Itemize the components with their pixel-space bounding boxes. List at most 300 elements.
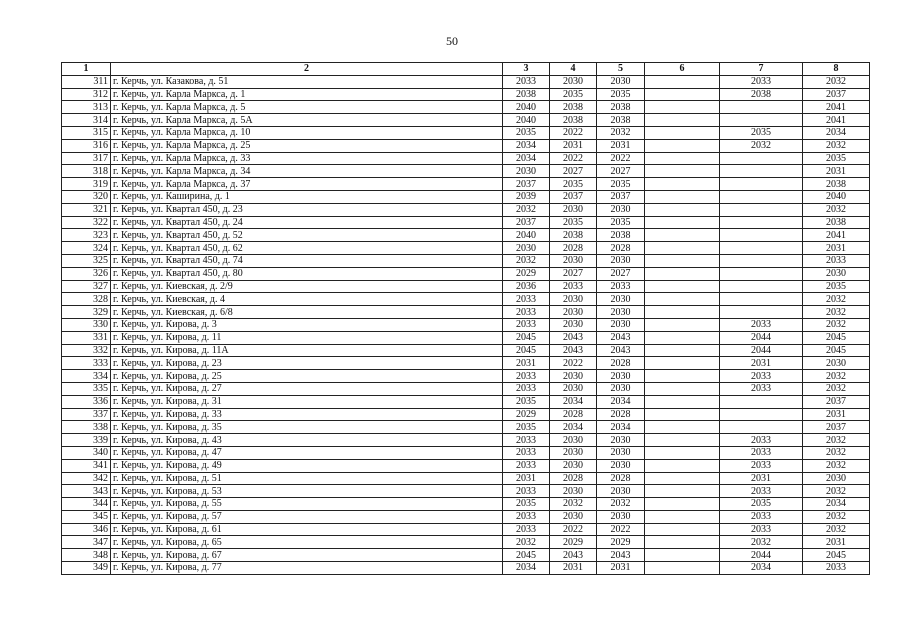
year-col-8-cell: 2032	[803, 485, 870, 498]
year-col-8-cell: 2032	[803, 306, 870, 319]
table-row	[62, 178, 870, 191]
table-row	[62, 357, 870, 370]
row-number-cell: 347	[62, 536, 111, 549]
year-col-3-cell: 2033	[503, 382, 550, 395]
year-col-3-cell: 2040	[503, 101, 550, 114]
address-cell: г. Керчь, ул. Киевская, д. 2/9	[111, 280, 503, 293]
year-col-6-cell	[645, 216, 720, 229]
row-number-cell: 317	[62, 152, 111, 165]
column-header: 5	[597, 63, 645, 76]
year-col-4-cell: 2031	[550, 139, 597, 152]
year-col-5-cell: 2038	[597, 229, 645, 242]
year-col-6-cell	[645, 152, 720, 165]
year-col-4-cell: 2028	[550, 472, 597, 485]
year-col-8-cell: 2045	[803, 549, 870, 562]
year-col-8-cell: 2031	[803, 536, 870, 549]
year-col-3-cell: 2033	[503, 293, 550, 306]
year-col-5-cell: 2029	[597, 536, 645, 549]
year-col-4-cell: 2043	[550, 549, 597, 562]
year-col-6-cell	[645, 267, 720, 280]
year-col-5-cell: 2037	[597, 190, 645, 203]
year-col-5-cell: 2035	[597, 178, 645, 191]
address-cell: г. Керчь, ул. Кирова, д. 67	[111, 549, 503, 562]
year-col-4-cell: 2030	[550, 306, 597, 319]
year-col-5-cell: 2028	[597, 472, 645, 485]
year-col-7-cell	[720, 421, 803, 434]
address-cell: г. Керчь, ул. Карла Маркса, д. 5	[111, 101, 503, 114]
year-col-6-cell	[645, 434, 720, 447]
year-col-6-cell	[645, 395, 720, 408]
page-number: 50	[446, 34, 458, 48]
year-col-4-cell: 2030	[550, 203, 597, 216]
table-row	[62, 114, 870, 127]
table-row	[62, 562, 870, 575]
year-col-3-cell: 2037	[503, 178, 550, 191]
table-row	[62, 434, 870, 447]
year-col-4-cell: 2038	[550, 114, 597, 127]
year-col-7-cell	[720, 114, 803, 127]
year-col-6-cell	[645, 421, 720, 434]
address-cell: г. Керчь, ул. Карла Маркса, д. 1	[111, 88, 503, 101]
year-col-7-cell	[720, 280, 803, 293]
year-col-6-cell	[645, 510, 720, 523]
year-col-5-cell: 2030	[597, 254, 645, 267]
year-col-3-cell: 2029	[503, 408, 550, 421]
year-col-6-cell	[645, 523, 720, 536]
year-col-7-cell: 2033	[720, 370, 803, 383]
year-col-6-cell	[645, 536, 720, 549]
year-col-8-cell: 2041	[803, 114, 870, 127]
year-col-5-cell: 2028	[597, 357, 645, 370]
table-row	[62, 549, 870, 562]
year-col-5-cell: 2030	[597, 510, 645, 523]
row-number-cell: 346	[62, 523, 111, 536]
table-row	[62, 472, 870, 485]
year-col-3-cell: 2033	[503, 459, 550, 472]
year-col-4-cell: 2022	[550, 357, 597, 370]
address-cell: г. Керчь, ул. Кирова, д. 3	[111, 318, 503, 331]
year-col-7-cell	[720, 408, 803, 421]
table-row	[62, 408, 870, 421]
year-col-4-cell: 2035	[550, 88, 597, 101]
year-col-6-cell	[645, 280, 720, 293]
address-cell: г. Керчь, ул. Кирова, д. 23	[111, 357, 503, 370]
year-col-8-cell: 2032	[803, 75, 870, 88]
address-cell: г. Керчь, ул. Квартал 450, д. 62	[111, 242, 503, 255]
year-col-4-cell: 2027	[550, 267, 597, 280]
row-number-cell: 339	[62, 434, 111, 447]
address-cell: г. Керчь, ул. Кирова, д. 35	[111, 421, 503, 434]
table-row	[62, 421, 870, 434]
year-col-7-cell	[720, 203, 803, 216]
year-col-8-cell: 2030	[803, 357, 870, 370]
year-col-7-cell	[720, 152, 803, 165]
year-col-3-cell: 2036	[503, 280, 550, 293]
year-col-7-cell: 2033	[720, 485, 803, 498]
year-col-5-cell: 2027	[597, 267, 645, 280]
year-col-4-cell: 2034	[550, 395, 597, 408]
year-col-3-cell: 2035	[503, 421, 550, 434]
year-col-6-cell	[645, 254, 720, 267]
year-col-8-cell: 2031	[803, 165, 870, 178]
year-col-7-cell	[720, 242, 803, 255]
year-col-8-cell: 2037	[803, 88, 870, 101]
year-col-7-cell: 2031	[720, 357, 803, 370]
year-col-8-cell: 2041	[803, 229, 870, 242]
column-header: 2	[111, 63, 503, 76]
address-cell: г. Керчь, ул. Кирова, д. 27	[111, 382, 503, 395]
year-col-7-cell: 2034	[720, 562, 803, 575]
address-cell: г. Керчь, ул. Квартал 450, д. 52	[111, 229, 503, 242]
year-col-7-cell: 2044	[720, 331, 803, 344]
year-col-5-cell: 2030	[597, 485, 645, 498]
year-col-4-cell: 2034	[550, 421, 597, 434]
row-number-cell: 332	[62, 344, 111, 357]
year-col-3-cell: 2029	[503, 267, 550, 280]
address-cell: г. Керчь, ул. Кирова, д. 47	[111, 446, 503, 459]
year-col-3-cell: 2030	[503, 242, 550, 255]
row-number-cell: 321	[62, 203, 111, 216]
column-header: 8	[803, 63, 870, 76]
address-cell: г. Керчь, ул. Казакова, д. 51	[111, 75, 503, 88]
year-col-7-cell	[720, 306, 803, 319]
year-col-7-cell: 2033	[720, 510, 803, 523]
year-col-6-cell	[645, 446, 720, 459]
year-col-8-cell: 2033	[803, 562, 870, 575]
address-cell: г. Керчь, ул. Карла Маркса, д. 34	[111, 165, 503, 178]
address-cell: г. Керчь, ул. Квартал 450, д. 74	[111, 254, 503, 267]
year-col-4-cell: 2033	[550, 280, 597, 293]
year-col-8-cell: 2032	[803, 523, 870, 536]
year-col-8-cell: 2038	[803, 216, 870, 229]
row-number-cell: 325	[62, 254, 111, 267]
address-cell: г. Керчь, ул. Карла Маркса, д. 5А	[111, 114, 503, 127]
year-col-7-cell: 2035	[720, 126, 803, 139]
year-col-6-cell	[645, 293, 720, 306]
address-cell: г. Керчь, ул. Кирова, д. 11А	[111, 344, 503, 357]
year-col-3-cell: 2032	[503, 536, 550, 549]
year-col-5-cell: 2028	[597, 408, 645, 421]
year-col-6-cell	[645, 88, 720, 101]
table-row	[62, 267, 870, 280]
year-col-7-cell: 2044	[720, 549, 803, 562]
year-col-3-cell: 2045	[503, 331, 550, 344]
address-cell: г. Керчь, ул. Квартал 450, д. 24	[111, 216, 503, 229]
year-col-4-cell: 2030	[550, 254, 597, 267]
year-col-3-cell: 2033	[503, 434, 550, 447]
address-cell: г. Керчь, ул. Кирова, д. 31	[111, 395, 503, 408]
table-row	[62, 498, 870, 511]
address-cell: г. Керчь, ул. Киевская, д. 4	[111, 293, 503, 306]
row-number-cell: 333	[62, 357, 111, 370]
year-col-7-cell: 2044	[720, 344, 803, 357]
header-row	[62, 63, 870, 76]
year-col-3-cell: 2033	[503, 510, 550, 523]
year-col-5-cell: 2030	[597, 318, 645, 331]
table-row	[62, 216, 870, 229]
year-col-8-cell: 2038	[803, 178, 870, 191]
year-col-5-cell: 2035	[597, 216, 645, 229]
year-col-5-cell: 2030	[597, 382, 645, 395]
row-number-cell: 335	[62, 382, 111, 395]
row-number-cell: 314	[62, 114, 111, 127]
row-number-cell: 313	[62, 101, 111, 114]
year-col-3-cell: 2033	[503, 523, 550, 536]
year-col-4-cell: 2029	[550, 536, 597, 549]
year-col-7-cell: 2033	[720, 434, 803, 447]
year-col-5-cell: 2022	[597, 523, 645, 536]
year-col-3-cell: 2032	[503, 203, 550, 216]
year-col-6-cell	[645, 114, 720, 127]
year-col-4-cell: 2030	[550, 459, 597, 472]
column-header: 3	[503, 63, 550, 76]
address-cell: г. Керчь, ул. Кирова, д. 65	[111, 536, 503, 549]
year-col-4-cell: 2028	[550, 408, 597, 421]
year-col-3-cell: 2032	[503, 254, 550, 267]
year-col-4-cell: 2035	[550, 178, 597, 191]
row-number-cell: 337	[62, 408, 111, 421]
address-cell: г. Керчь, ул. Кирова, д. 11	[111, 331, 503, 344]
year-col-7-cell: 2033	[720, 446, 803, 459]
year-col-5-cell: 2030	[597, 446, 645, 459]
row-number-cell: 340	[62, 446, 111, 459]
year-col-4-cell: 2038	[550, 229, 597, 242]
table-row	[62, 536, 870, 549]
row-number-cell: 338	[62, 421, 111, 434]
year-col-5-cell: 2027	[597, 165, 645, 178]
row-number-cell: 319	[62, 178, 111, 191]
year-col-7-cell: 2033	[720, 523, 803, 536]
year-col-8-cell: 2032	[803, 510, 870, 523]
year-col-3-cell: 2045	[503, 344, 550, 357]
year-col-4-cell: 2031	[550, 562, 597, 575]
table-row	[62, 152, 870, 165]
address-cell: г. Керчь, ул. Квартал 450, д. 80	[111, 267, 503, 280]
year-col-8-cell: 2035	[803, 152, 870, 165]
year-col-6-cell	[645, 344, 720, 357]
year-col-6-cell	[645, 472, 720, 485]
year-col-6-cell	[645, 331, 720, 344]
year-col-5-cell: 2034	[597, 421, 645, 434]
year-col-3-cell: 2030	[503, 165, 550, 178]
row-number-cell: 329	[62, 306, 111, 319]
year-col-4-cell: 2030	[550, 382, 597, 395]
year-col-5-cell: 2038	[597, 101, 645, 114]
year-col-4-cell: 2037	[550, 190, 597, 203]
year-col-8-cell: 2035	[803, 280, 870, 293]
year-col-4-cell: 2043	[550, 344, 597, 357]
table-row	[62, 254, 870, 267]
year-col-4-cell: 2032	[550, 498, 597, 511]
year-col-4-cell: 2022	[550, 523, 597, 536]
year-col-8-cell: 2037	[803, 395, 870, 408]
year-col-6-cell	[645, 75, 720, 88]
year-col-5-cell: 2028	[597, 242, 645, 255]
year-col-7-cell	[720, 216, 803, 229]
table-row	[62, 344, 870, 357]
year-col-8-cell: 2032	[803, 139, 870, 152]
column-header: 6	[645, 63, 720, 76]
year-col-3-cell: 2035	[503, 395, 550, 408]
year-col-6-cell	[645, 190, 720, 203]
year-col-5-cell: 2031	[597, 562, 645, 575]
year-col-6-cell	[645, 229, 720, 242]
year-col-8-cell: 2031	[803, 408, 870, 421]
year-col-4-cell: 2030	[550, 75, 597, 88]
year-col-6-cell	[645, 498, 720, 511]
year-col-5-cell: 2030	[597, 370, 645, 383]
year-col-3-cell: 2033	[503, 75, 550, 88]
year-col-5-cell: 2035	[597, 88, 645, 101]
address-cell: г. Керчь, ул. Кирова, д. 49	[111, 459, 503, 472]
year-col-8-cell: 2041	[803, 101, 870, 114]
year-col-3-cell: 2033	[503, 446, 550, 459]
table-row	[62, 203, 870, 216]
year-col-8-cell: 2032	[803, 370, 870, 383]
row-number-cell: 344	[62, 498, 111, 511]
year-col-6-cell	[645, 357, 720, 370]
table-row	[62, 165, 870, 178]
year-col-3-cell: 2034	[503, 562, 550, 575]
year-col-4-cell: 2030	[550, 510, 597, 523]
year-col-5-cell: 2030	[597, 203, 645, 216]
year-col-7-cell	[720, 267, 803, 280]
row-number-cell: 326	[62, 267, 111, 280]
year-col-7-cell: 2032	[720, 536, 803, 549]
year-col-8-cell: 2030	[803, 267, 870, 280]
data-table	[61, 62, 870, 575]
year-col-6-cell	[645, 562, 720, 575]
year-col-6-cell	[645, 382, 720, 395]
year-col-7-cell	[720, 293, 803, 306]
year-col-3-cell: 2034	[503, 139, 550, 152]
table-row	[62, 101, 870, 114]
address-cell: г. Керчь, ул. Карла Маркса, д. 10	[111, 126, 503, 139]
row-number-cell: 315	[62, 126, 111, 139]
table-row	[62, 190, 870, 203]
table-row	[62, 88, 870, 101]
table-row	[62, 382, 870, 395]
column-header: 4	[550, 63, 597, 76]
year-col-5-cell: 2030	[597, 306, 645, 319]
address-cell: г. Керчь, ул. Карла Маркса, д. 25	[111, 139, 503, 152]
year-col-6-cell	[645, 306, 720, 319]
year-col-3-cell: 2045	[503, 549, 550, 562]
table-row	[62, 280, 870, 293]
row-number-cell: 311	[62, 75, 111, 88]
year-col-6-cell	[645, 408, 720, 421]
row-number-cell: 336	[62, 395, 111, 408]
year-col-4-cell: 2030	[550, 370, 597, 383]
year-col-4-cell: 2022	[550, 152, 597, 165]
year-col-3-cell: 2034	[503, 152, 550, 165]
year-col-7-cell	[720, 254, 803, 267]
table-row	[62, 510, 870, 523]
year-col-4-cell: 2030	[550, 318, 597, 331]
year-col-7-cell	[720, 165, 803, 178]
year-col-6-cell	[645, 101, 720, 114]
year-col-8-cell: 2032	[803, 382, 870, 395]
table-row	[62, 395, 870, 408]
year-col-6-cell	[645, 459, 720, 472]
year-col-5-cell: 2033	[597, 280, 645, 293]
row-number-cell: 320	[62, 190, 111, 203]
year-col-5-cell: 2030	[597, 459, 645, 472]
year-col-8-cell: 2045	[803, 331, 870, 344]
row-number-cell: 316	[62, 139, 111, 152]
address-cell: г. Керчь, ул. Кирова, д. 57	[111, 510, 503, 523]
year-col-5-cell: 2043	[597, 331, 645, 344]
year-col-4-cell: 2030	[550, 434, 597, 447]
year-col-3-cell: 2039	[503, 190, 550, 203]
year-col-8-cell: 2032	[803, 459, 870, 472]
table-row	[62, 485, 870, 498]
column-header: 1	[62, 63, 111, 76]
year-col-8-cell: 2037	[803, 421, 870, 434]
year-col-6-cell	[645, 165, 720, 178]
year-col-6-cell	[645, 242, 720, 255]
row-number-cell: 318	[62, 165, 111, 178]
table-row	[62, 318, 870, 331]
year-col-7-cell	[720, 101, 803, 114]
table-body	[62, 75, 870, 574]
address-cell: г. Керчь, ул. Кирова, д. 25	[111, 370, 503, 383]
column-header: 7	[720, 63, 803, 76]
table-row	[62, 459, 870, 472]
year-col-5-cell: 2022	[597, 152, 645, 165]
year-col-5-cell: 2043	[597, 344, 645, 357]
row-number-cell: 331	[62, 331, 111, 344]
table-row	[62, 126, 870, 139]
year-col-4-cell: 2027	[550, 165, 597, 178]
table-row	[62, 523, 870, 536]
table-row	[62, 446, 870, 459]
year-col-7-cell: 2033	[720, 75, 803, 88]
row-number-cell: 341	[62, 459, 111, 472]
year-col-4-cell: 2022	[550, 126, 597, 139]
address-cell: г. Керчь, ул. Кирова, д. 33	[111, 408, 503, 421]
row-number-cell: 342	[62, 472, 111, 485]
table-row	[62, 331, 870, 344]
year-col-5-cell: 2030	[597, 75, 645, 88]
year-col-7-cell: 2033	[720, 318, 803, 331]
row-number-cell: 327	[62, 280, 111, 293]
year-col-5-cell: 2032	[597, 498, 645, 511]
year-col-3-cell: 2033	[503, 318, 550, 331]
year-col-5-cell: 2043	[597, 549, 645, 562]
address-cell: г. Керчь, ул. Кирова, д. 61	[111, 523, 503, 536]
year-col-8-cell: 2034	[803, 498, 870, 511]
year-col-6-cell	[645, 178, 720, 191]
year-col-8-cell: 2032	[803, 434, 870, 447]
row-number-cell: 348	[62, 549, 111, 562]
year-col-3-cell: 2035	[503, 498, 550, 511]
year-col-4-cell: 2038	[550, 101, 597, 114]
year-col-6-cell	[645, 203, 720, 216]
year-col-3-cell: 2037	[503, 216, 550, 229]
address-cell: г. Керчь, ул. Карла Маркса, д. 33	[111, 152, 503, 165]
year-col-7-cell	[720, 178, 803, 191]
table-row	[62, 229, 870, 242]
table-row	[62, 139, 870, 152]
address-cell: г. Керчь, ул. Каширина, д. 1	[111, 190, 503, 203]
year-col-3-cell: 2035	[503, 126, 550, 139]
address-cell: г. Керчь, ул. Кирова, д. 43	[111, 434, 503, 447]
year-col-4-cell: 2030	[550, 293, 597, 306]
year-col-6-cell	[645, 318, 720, 331]
address-cell: г. Керчь, ул. Кирова, д. 51	[111, 472, 503, 485]
row-number-cell: 349	[62, 562, 111, 575]
